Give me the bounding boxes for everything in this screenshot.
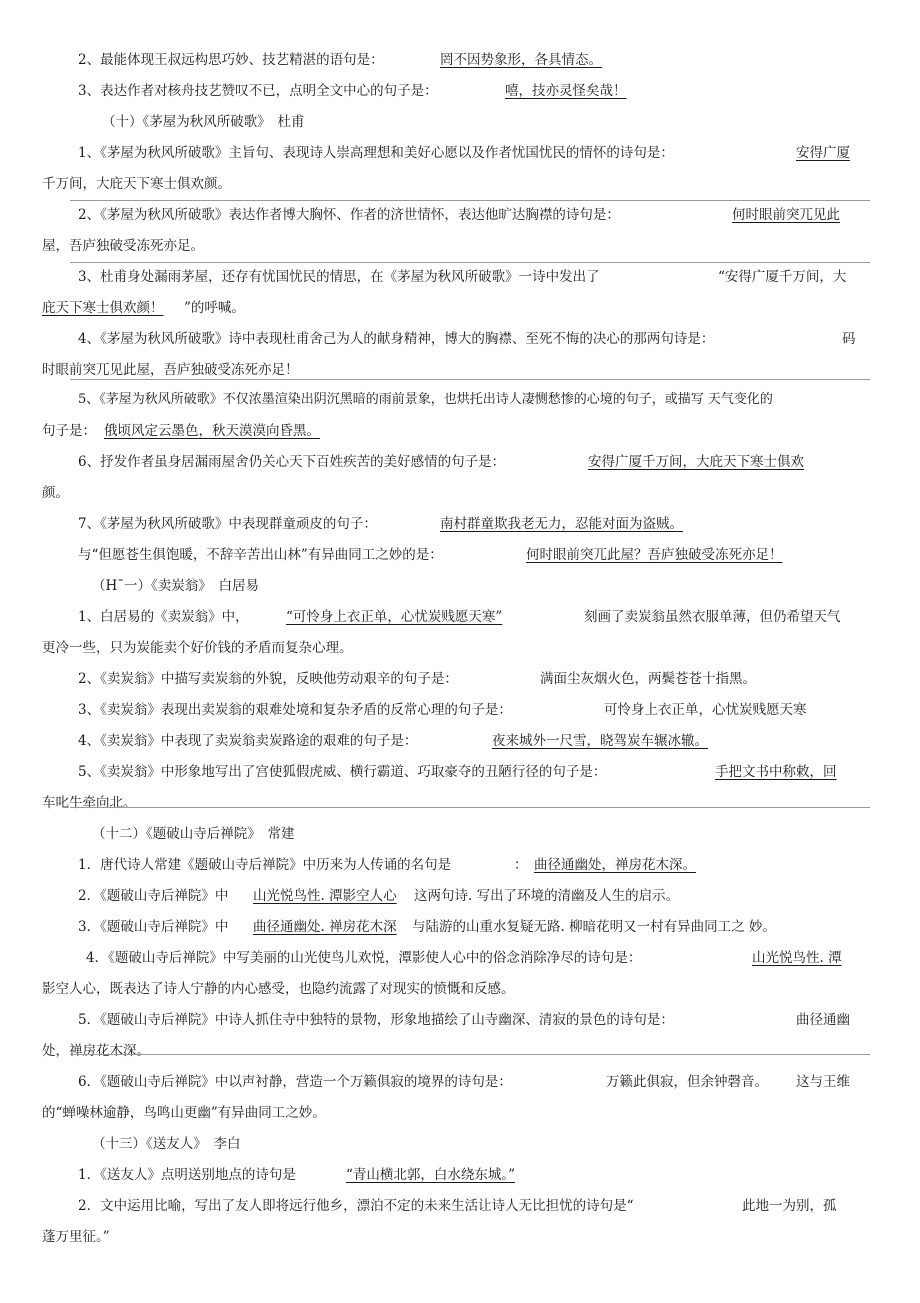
q-maowu-5-prompt: 5、《茅屋为秋风所破歌》不仅浓墨渲染出阴沉黑暗的雨前景象，也烘托出诗人凄恻愁惨的心境的句子，或描写 天气变化的 <box>78 392 773 407</box>
q-maitan-4-answer: 夜来城外一尺雪，晓驾炭车辗冰辙。 <box>492 733 708 749</box>
q-maitan-2-prompt: 2、《卖炭翁》中描写卖炭翁的外貌，反映他劳动艰辛的句子是： <box>78 671 458 687</box>
q-poshan-4-answer: 山光悦鸟性. 潭 <box>752 950 842 966</box>
q-poshan-6-text-cont: 的“蝉噪林逾静，鸟鸣山更幽”有异曲同工之妙。 <box>42 1105 326 1121</box>
q-maowu-2-answer: 何时眼前突兀见此 <box>732 207 840 223</box>
q-poshan-4-answer-cont: 影空人心，既表达了诗人宁静的内心感受，也隐约流露了对现实的愤慨和反感。 <box>42 981 515 997</box>
q-maitan-2-answer: 满面尘灰烟火色，两鬓苍苍十指黑。 <box>540 671 756 687</box>
q-hezhou-3-prompt: 3、表达作者对核舟技艺赞叹不已，点明全文中心的句子是： <box>78 83 438 99</box>
q-maitan-1-answer: “可怜身上衣正单，心忧炭贱愿天寒” <box>286 609 503 625</box>
q-maowu-4-answer: 时眼前突兀见此屋，吾庐独破受冻死亦足！ <box>42 362 299 378</box>
q-poshan-6-prompt: 6．《题破山寺后禅院》中以声衬静，营造一个万籁俱寂的境界的诗句是： <box>78 1074 512 1090</box>
q-maowu-1-answer-cont: 千万间，大庇天下寒士俱欢颜。 <box>42 176 231 192</box>
q-maitan-5-answer: 手把文书中称敕，回 <box>715 764 837 780</box>
q-poshan-4-prompt: 4．《题破山寺后禅院》中写美丽的山光使鸟儿欢悦，潭影使人心中的俗念消除净尽的诗句是： <box>86 950 642 966</box>
q-songyou-1-answer: “青山横北郭，白水绕东城。” <box>346 1167 516 1183</box>
q-maowu-1-prompt: 1、《茅屋为秋风所破歌》主旨句、表现诗人崇高理想和美好心愿以及作者忧国忧民的情怀的诗句是： <box>78 145 674 161</box>
q-maitan-5-prompt: 5、《卖炭翁》中形象地写出了宫使狐假虎威、横行霸道、巧取豪夺的丑陋行径的句子是： <box>78 764 607 780</box>
q-poshan-3-prompt: 3．《题破山寺后禅院》中 <box>78 919 229 935</box>
q-poshan-5-prompt: 5．《题破山寺后禅院》中诗人抓住寺中独特的景物，形象地描绘了山寺幽深、清寂的景色的诗句是： <box>78 1012 674 1028</box>
q-poshan-2-answer: 山光悦鸟性. 潭影空人心 <box>253 888 397 904</box>
section-heading-12: （十二）《题破山寺后禅院》 常建 <box>92 826 295 842</box>
q-hezhou-2-answer: 罔不因势象形，各具情态。 <box>440 52 602 68</box>
q-maowu-3-answer: “安得广厦千万间，大 <box>718 269 847 285</box>
q-maowu-3-suffix: ”的呼喊。 <box>184 300 245 316</box>
q-maitan-1-text: 刻画了卖炭翁虽然衣服单薄，但仍希望天气 <box>584 609 841 625</box>
q-maowu-6-answer-cont: 颜。 <box>42 485 69 501</box>
q-maitan-1-prompt: 1、白居易的《卖炭翁》中， <box>78 609 249 625</box>
q-maowu-6-answer: 安得广厦千万间，大庇天下寒士俱欢 <box>588 454 804 470</box>
q-poshan-6-answer: 万籁此俱寂，但余钟磬音。 <box>606 1074 768 1090</box>
q-maowu-4-answer-start: 码 <box>842 331 856 347</box>
section-heading-13: （十三）《送友人》 李白 <box>92 1136 241 1152</box>
q-maitan-1-text-cont: 更冷一些，只为炭能卖个好价钱的矛盾而复杂心理。 <box>42 640 353 656</box>
divider <box>70 200 870 201</box>
q-maowu-7-prompt: 7、《茅屋为秋风所破歌》中表现群童顽皮的句子： <box>78 516 377 532</box>
q-maowu-4-prompt: 4、《茅屋为秋风所破歌》诗中表现杜甫舍己为人的献身精神，博大的胸襟、至死不悔的决心的那两句诗是： <box>78 331 715 347</box>
q-hezhou-3-answer: 嘻，技亦灵怪矣哉！ <box>505 83 627 99</box>
divider <box>70 262 870 263</box>
q-maitan-3-prompt: 3、《卖炭翁》表现出卖炭翁的艰难处境和复杂矛盾的反常心理的句子是： <box>78 702 512 718</box>
q-poshan-2-prompt: 2．《题破山寺后禅院》中 <box>78 888 229 904</box>
q-poshan-3-text: 与陆游的山重水复疑无路. 柳暗花明又一村有异曲同工之 妙。 <box>412 919 776 935</box>
q-maowu-7-answer: 南村群童欺我老无力，忍能对面为盗贼。 <box>440 516 683 532</box>
q-maowu-1-answer: 安得广厦 <box>796 145 850 161</box>
q-songyou-2-prompt: 2．文中运用比喻，写出了友人即将远行他乡，漂泊不定的未来生活让诗人无比担忧的诗句是“ <box>78 1198 634 1214</box>
section-heading-11: （H¯一）《卖炭翁》 白居易 <box>92 578 260 594</box>
q-maitan-4-prompt: 4、《卖炭翁》中表现了卖炭翁卖炭路途的艰难的句子是： <box>78 733 418 749</box>
q-maowu-2-answer-cont: 屋，吾庐独破受冻死亦足。 <box>42 238 204 254</box>
q-poshan-1-prompt: 1．唐代诗人常建《题破山寺后禅院》中历来为人传诵的名句是 <box>78 857 452 873</box>
q-maowu-5-prompt-cont: 句子是： <box>42 423 96 439</box>
q-songyou-1-prompt: 1．《送友人》点明送别地点的诗句是 <box>78 1167 296 1183</box>
section-heading-10: （十）《茅屋为秋风所破歌》 杜甫 <box>102 114 305 130</box>
q-maowu-3-prompt: 3、杜甫身处漏雨茅屋，还存有忧国忧民的情思，在《茅屋为秋风所破歌》一诗中发出了 <box>78 269 600 285</box>
q-maowu-3-answer-cont: 庇天下寒士俱欢颜！ <box>42 300 164 316</box>
q-hezhou-2-prompt: 2、最能体现王叔远构思巧妙、技艺精湛的语句是： <box>78 52 384 68</box>
q-maowu-2-prompt: 2、《茅屋为秋风所破歌》表达作者博大胸怀、作者的济世情怀，表达他旷达胸襟的诗句是： <box>78 207 620 223</box>
q-maitan-3-answer: 可怜身上衣正单，心忧炭贱愿天寒 <box>604 702 807 718</box>
q-poshan-5-answer: 曲径通幽 <box>796 1012 850 1028</box>
q-maowu-8-prompt: 与“但愿苍生俱饱暖，不辞辛苦出山林”有异曲同工之妙的是： <box>78 547 443 563</box>
q-poshan-5-answer-cont: 处，禅房花木深。 <box>42 1043 150 1059</box>
q-poshan-6-text: 这与王维 <box>796 1074 850 1090</box>
q-songyou-2-answer-cont: 蓬万里征。” <box>42 1229 110 1245</box>
q-poshan-1-answer: 曲径通幽处，禅房花木深。 <box>534 857 696 873</box>
q-maowu-6-prompt: 6、抒发作者虽身居漏雨屋舍仍关心天下百姓疾苦的美好感情的句子是： <box>78 454 506 470</box>
q-poshan-3-answer: 曲径通幽处. 禅房花木深 <box>253 919 397 935</box>
q-maitan-5-answer-cont: 车叱牛牵向北。 <box>42 795 137 811</box>
q-poshan-1-colon: ： <box>514 857 528 873</box>
q-poshan-2-text: 这两句诗. 写出了环境的清幽及人生的启示。 <box>414 888 680 904</box>
q-songyou-2-answer: 此地一为别，孤 <box>742 1198 837 1214</box>
divider <box>70 379 870 380</box>
q-maowu-8-answer: 何时眼前突兀此屋？吾庐独破受冻死亦足！ <box>526 547 783 563</box>
q-maowu-5-answer: 俄顷风定云墨色，秋天漠漠向昏黑。 <box>104 423 320 439</box>
divider <box>70 807 870 808</box>
divider <box>70 1054 870 1055</box>
